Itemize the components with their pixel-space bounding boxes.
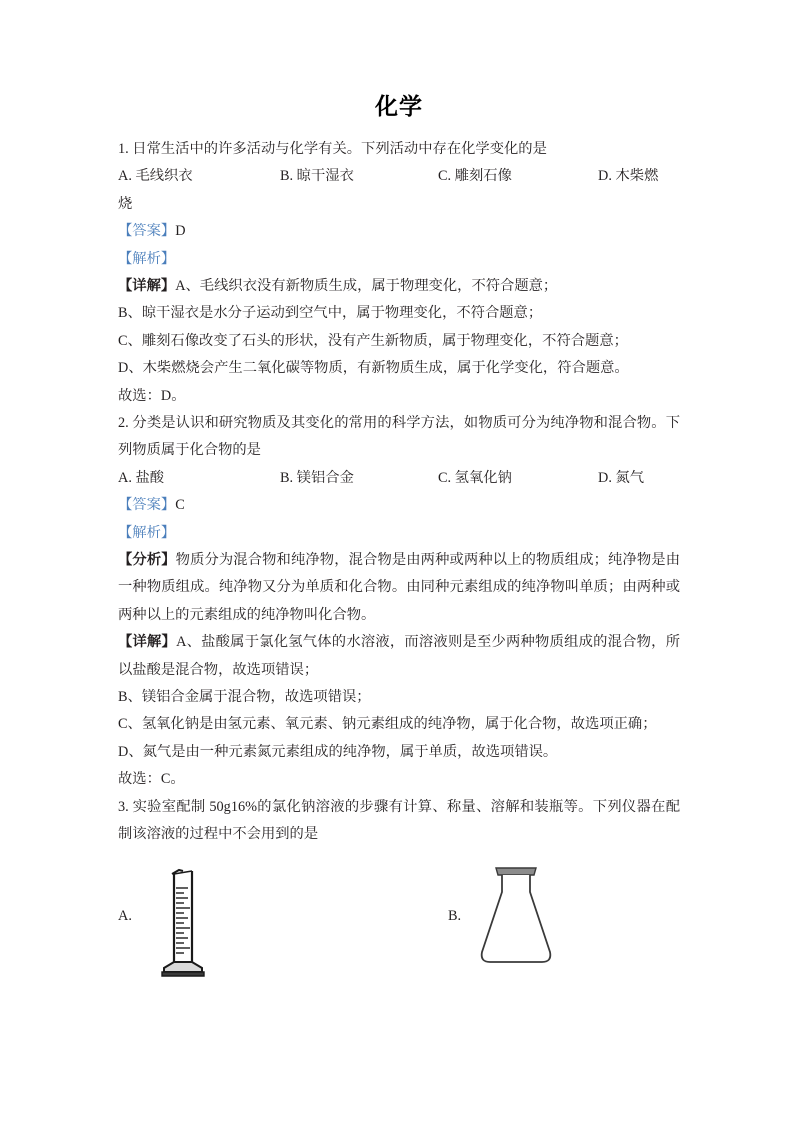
question-1-option-a[interactable]: A. 毛线织衣 [118, 168, 193, 185]
question-2-analysis-tag: 【解析】 [118, 524, 176, 541]
page-title: 化学 [375, 94, 423, 119]
question-2-option-b[interactable]: B. 镁铝合金 [280, 469, 354, 486]
question-1-option-d-wrap: 烧 [118, 195, 133, 212]
answer-tag: 【答案】 [118, 497, 176, 514]
answer-tag: 【答案】 [118, 223, 176, 240]
question-2-option-d[interactable]: D. 氮气 [598, 469, 645, 486]
question-2-option-a[interactable]: A. 盐酸 [118, 469, 165, 486]
answer-value: C [175, 497, 185, 514]
question-1-detail-c: C、雕刻石像改变了石头的形状，没有产生新物质，属于物理变化，不符合题意； [118, 332, 628, 349]
detail-text: A、盐酸属于氯化氢气体的水溶液，而溶液则是至少两种物质组成的混合物，所以盐酸是混合物，故选项错误； [118, 634, 681, 678]
question-2-options [118, 465, 680, 492]
question-block-1 [118, 136, 680, 410]
question-2-detail-a [118, 629, 680, 684]
fenxi-tag: 【分析】 [118, 551, 176, 568]
graduated-cylinder-icon [146, 862, 236, 987]
question-2-detail-d: D、氮气是由一种元素氮元素组成的纯净物，属于单质，故选项错误。 [118, 743, 558, 760]
question-3-option-b-label[interactable]: B. [448, 908, 462, 925]
question-1-option-b[interactable]: B. 晾干湿衣 [280, 168, 354, 185]
detail-text: A、毛线织衣没有新物质生成，属于物理变化，不符合题意； [175, 277, 558, 294]
question-1-stem: 1. 日常生活中的许多活动与化学有关。下列活动中存在化学变化的是 [118, 140, 547, 157]
question-block-2 [118, 410, 680, 794]
detail-tag: 【详解】 [118, 634, 177, 651]
question-3-stem: 3. 实验室配制 50g16%的氯化钠溶液的步骤有计算、称量、溶解和装瓶等。下列仪器在配制该溶液的过程中不会用到的是 [118, 798, 680, 843]
question-2-fenxi [118, 547, 680, 629]
answer-value: D [175, 223, 186, 240]
question-1-option-d[interactable]: D. 木柴燃 [598, 168, 659, 185]
question-1-options [118, 163, 680, 190]
question-1-detail-a [118, 273, 680, 300]
question-2-stem: 2. 分类是认识和研究物质及其变化的常用的科学方法，如物质可分为纯净物和混合物。下列物质属于化合物的是 [118, 414, 680, 459]
question-3-figure-options [118, 862, 680, 1022]
question-3-option-a-label[interactable]: A. [118, 908, 132, 925]
question-2-answer [118, 492, 680, 519]
question-1-conclusion: 故选：D。 [118, 387, 186, 404]
question-2-detail-c: C、氢氧化钠是由氢元素、氧元素、钠元素组成的纯净物，属于化合物，故选项正确； [118, 716, 657, 733]
conical-flask-icon [470, 862, 570, 987]
question-1-detail-b: B、晾干湿衣是水分子运动到空气中，属于物理变化，不符合题意； [118, 305, 543, 322]
question-2-conclusion: 故选：C。 [118, 771, 185, 788]
question-1-answer [118, 218, 680, 245]
question-2-option-c[interactable]: C. 氢氧化钠 [438, 469, 512, 486]
question-1-detail-d: D、木柴燃烧会产生二氧化碳等物质，有新物质生成，属于化学变化，符合题意。 [118, 360, 629, 377]
question-1-analysis-tag: 【解析】 [118, 250, 176, 267]
detail-tag: 【详解】 [118, 277, 176, 294]
fenxi-text: 物质分为混合物和纯净物，混合物是由两种或两种以上的物质组成；纯净物是由一种物质组成。纯净物又分为单质和化合物。由同种元素组成的纯净物叫单质；由两种或两种以上的元素组成的纯净物叫化合物。 [118, 551, 680, 623]
question-block-3 [118, 794, 680, 1023]
page-content [118, 0, 680, 1022]
question-1-option-c[interactable]: C. 雕刻石像 [438, 168, 512, 185]
question-2-detail-b: B、镁铝合金属于混合物，故选项错误； [118, 688, 371, 705]
